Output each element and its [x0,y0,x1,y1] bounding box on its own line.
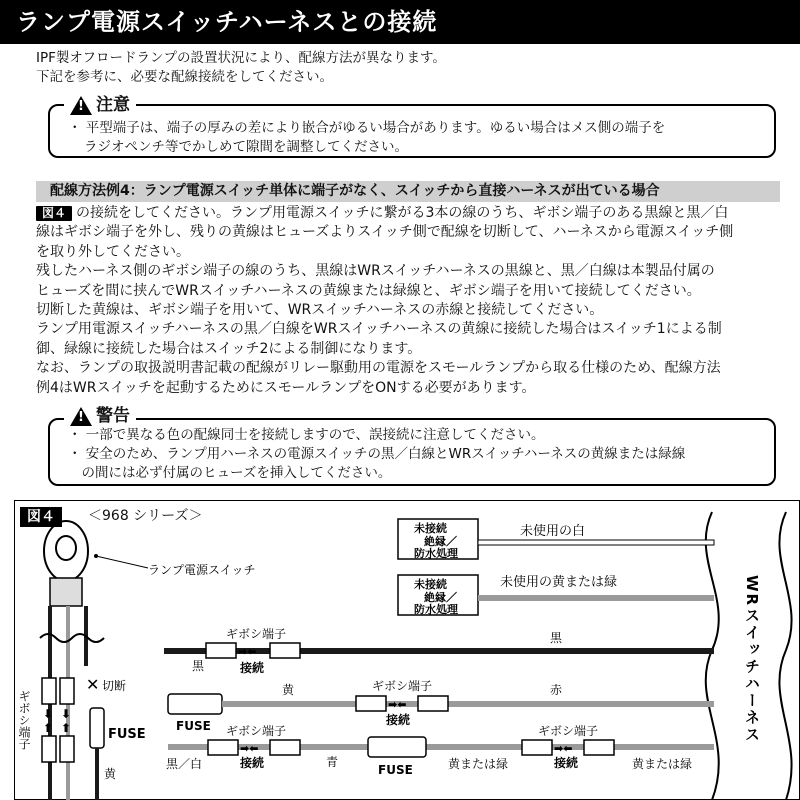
unused-white-label: 未使用の白 [520,524,586,539]
gibo-terminal [522,740,552,755]
method-heading: 配線方法例4：ランプ電源スイッチ単体に端子がなく、スイッチから直接ハーネスが出ている場合 [36,181,780,202]
black-label: 黒 [192,659,205,673]
gibo-vertical-label: ギボシ端子 [17,690,31,750]
gibo-terminal [584,740,614,755]
warning-icon [70,96,92,115]
notice-body [68,119,768,157]
method-line: なお、ランプの取扱説明書記載の配線がリレー駆動用の電源をスモールランプから取る仕様のため、配線方法 [36,360,721,377]
wr-harness-label: WRスイッチハーネス [743,575,761,744]
vertical-arrow: ⬇ [43,707,54,721]
black-label: 黒 [550,631,563,645]
unconnected-label: 絶縁／ [424,591,457,604]
gibo-label: ギボシ端子 [226,724,287,738]
unused-white-wire [478,540,714,545]
gibo-terminal [418,696,448,711]
method-line: 例4はWRスイッチを起動するためにスモールランプをONする必要があります。 [36,379,536,396]
yellow-label: 黄 [282,683,295,697]
method-line: ランプ用電源スイッチハーネスの黒／白線をWRスイッチハーネスの黄線に接続した場合はスイッチ1による制 [36,321,722,338]
gibo-terminal [60,678,74,704]
method-line: 線はギボシ端子を外し、残りの黄線はヒューズよりスイッチ側で配線を切断して、ハーネスから電源スイッチ側 [36,224,734,241]
gibo-terminal [206,643,236,658]
connect-arrows: ➡⬅ [238,645,257,658]
warning-body [68,426,768,483]
notice-heading-text: 注意 [96,95,130,115]
method-line: ヒューズを間に挟んでWRスイッチハーネスの黄線または緑線と、ギボシ端子を用いて接続してください。 [36,282,701,299]
gibo-label: ギボシ端子 [538,724,599,738]
fuse-label: FUSE [378,763,413,777]
method-line: の接続をしてください。ランプ用電源スイッチに繋がる3本の線のうち、ギボシ端子のある黒線と黒／白 [76,205,729,221]
warning-heading [64,405,136,427]
unconnected-label: 絶縁／ [424,535,457,548]
yellow-label: 黄 [104,767,117,781]
yellow-red-wire-row [222,701,714,707]
cut-mark-icon: ✕ [86,675,100,694]
notice-heading [64,94,136,116]
connect-label: 接続 [240,661,265,675]
lamp-switch-button [56,536,76,560]
warning-heading-text: 警告 [96,406,130,426]
cut-label: 切断 [102,679,127,693]
unused-yellow-green-label: 未使用の黄または緑 [500,575,618,590]
yellow-or-green-label: 黄または緑 [632,757,693,771]
connect-label: 接続 [240,756,265,770]
gibo-terminal [42,678,56,704]
gibo-terminal [208,740,238,755]
vertical-arrow: ⬆ [43,721,54,735]
warning-line: の間には必ず付属のヒューズを挿入してください。 [68,465,392,481]
warning-icon [70,407,92,426]
method-line: 残したハーネス側のギボシ端子の線のうち、黒線はWRスイッチハーネスの黒線と、黒／白線は本製品付属の [36,263,715,280]
connect-label: 接続 [386,713,411,727]
method-first-line [36,204,784,223]
vertical-arrow: ⬆ [61,721,72,735]
gibo-label: ギボシ端子 [226,627,287,641]
intro-line: IPF製オフロードランプの設置状況により、配線方法が異なります。 [36,50,446,66]
figure-label: 図４ [20,507,62,527]
fuse-label: FUSE [108,727,146,742]
fuse-holder [90,708,104,748]
figure-reference-badge: 図４ [36,206,72,221]
connect-label: 接続 [554,756,579,770]
method-line: 切断した黄線は、ギボシ端子を用いて、WRスイッチハーネスの赤線と接続してください。 [36,302,604,319]
leader-dot [94,554,98,558]
notice-line: ・ 平型端子は、端子の厚みの差により嵌合がゆるい場合があります。ゆるい場合はメス側の端子を [68,120,666,136]
figure-series: ＜968 シリーズ＞ [88,508,203,524]
connect-arrows: ➡⬅ [554,742,573,755]
unconnected-label: 防水処理 [414,547,458,560]
wiring-diagram [14,500,800,800]
fuse-component [368,737,426,757]
connect-arrows: ➡⬅ [388,698,407,711]
blue-label: 青 [326,755,339,769]
gibo-terminal [270,643,300,658]
unconnected-label: 未接続 [414,522,447,535]
method-line: を取り外してください。 [36,243,190,260]
intro-line: 下記を参考に、必要な配線接続をしてください。 [36,69,333,85]
warning-line: ・ 一部で異なる色の配線同士を接続しますので、誤接続に注意してください。 [68,427,545,443]
gibo-terminal [60,736,74,762]
unused-yellow-green-wire [478,595,714,601]
intro-text [36,49,446,87]
blackwhite-label: 黒／白 [166,757,203,771]
yellow-or-green-label: 黄または緑 [448,757,509,771]
gibo-terminal [42,736,56,762]
unconnected-label: 未接続 [414,578,447,591]
unconnected-label: 防水処理 [414,603,458,616]
connect-arrows: ➡⬅ [240,742,259,755]
wire-yellow-lower [95,748,99,800]
warning-line: ・ 安全のため、ランプ用ハーネスの電源スイッチの黒／白線とWRスイッチハーネスの黄線または緑線 [68,446,686,462]
fuse-label: FUSE [176,719,211,733]
notice-line: ラジオペンチ等でかしめて隙間を調整してください。 [84,139,408,155]
fuse-component [168,694,222,714]
page-title: ランプ電源スイッチハーネスとの接続 [0,0,800,44]
red-label: 赤 [550,683,563,697]
method-body [36,204,784,398]
lamp-switch-base [50,578,82,606]
gibo-terminal [270,740,300,755]
gibo-label: ギボシ端子 [372,679,433,693]
vertical-arrow: ⬇ [61,707,72,721]
switch-label: ランプ電源スイッチ [148,563,256,577]
gibo-terminal [356,696,386,711]
method-line: 御、緑線に接続した場合はスイッチ2による制御になります。 [36,340,422,357]
